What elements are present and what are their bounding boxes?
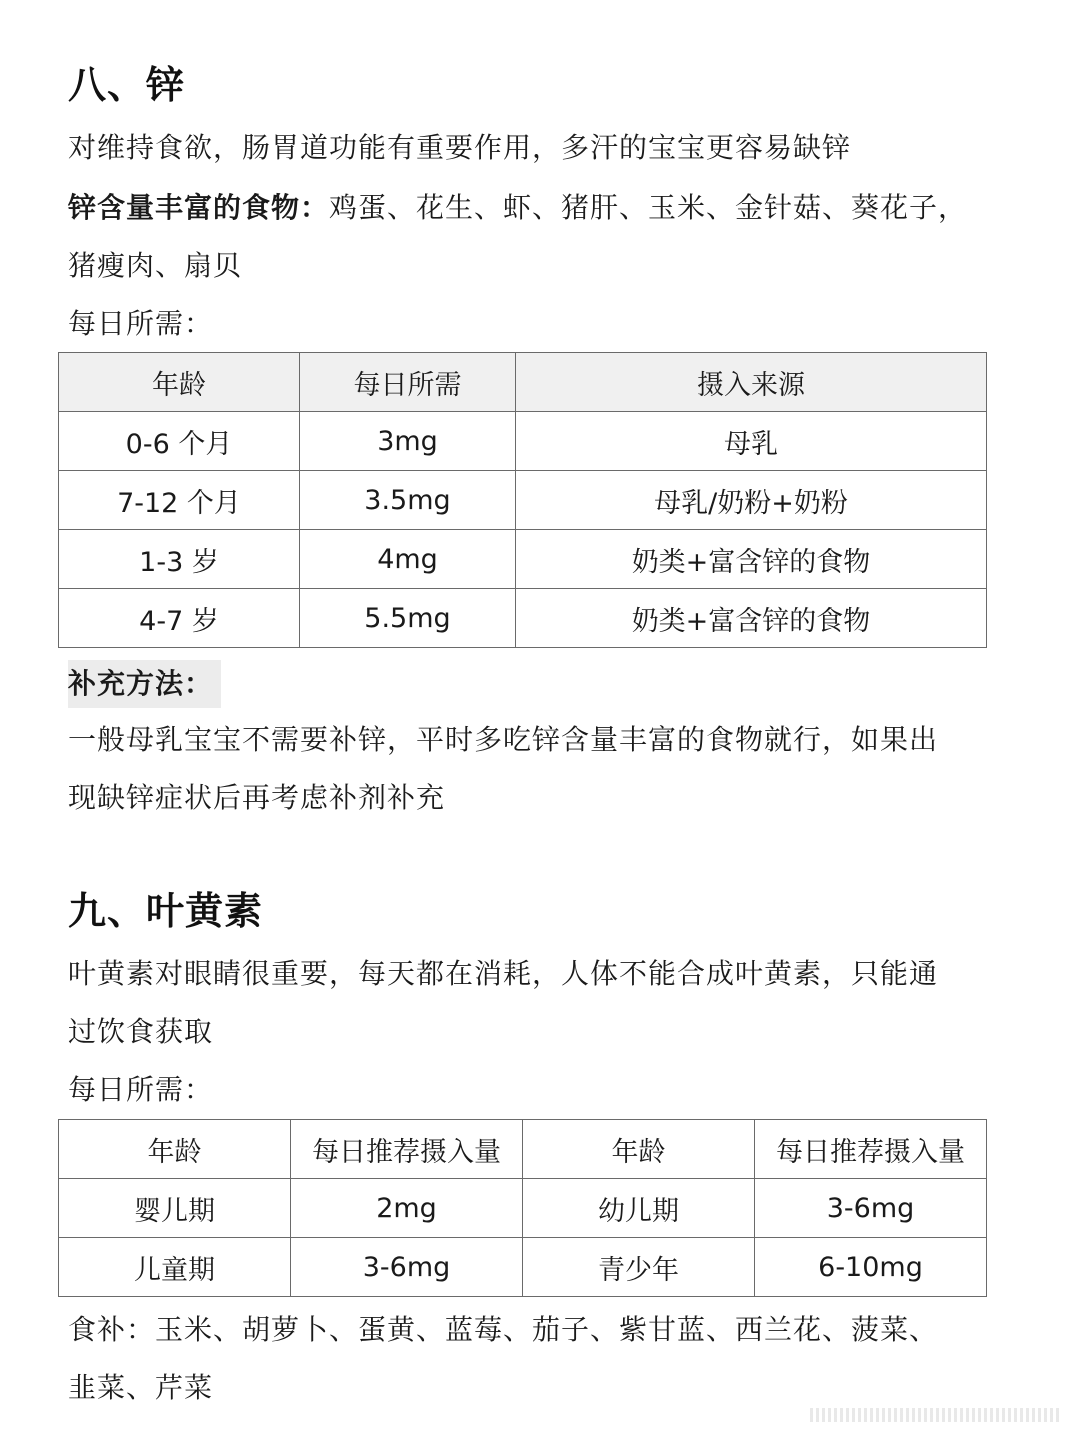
table-row: [59, 1238, 987, 1297]
zinc-method-text-cont: 现缺锌症状后再考虑补剂补充: [68, 781, 446, 814]
lutein-food-text: 食补：玉米、胡萝卜、蛋黄、蓝莓、茄子、紫甘蓝、西兰花、菠菜、: [68, 1313, 939, 1346]
lutein-header-age-2: 年龄: [523, 1120, 755, 1179]
zinc-description: 对维持食欲，肠胃道功能有重要作用，多汗的宝宝更容易缺锌: [68, 131, 852, 164]
zinc-method-text: 一般母乳宝宝不需要补锌，平时多吃锌含量丰富的食物就行，如果出: [68, 723, 939, 756]
table-cell: 婴儿期: [59, 1179, 291, 1238]
lutein-daily-label: 每日所需：: [68, 1073, 214, 1106]
lutein-section-title: 九、叶黄素: [68, 889, 264, 933]
table-cell: 奶类+富含锌的食物: [516, 530, 987, 589]
lutein-header-age: 年龄: [59, 1120, 291, 1179]
table-cell: 3-6mg: [755, 1179, 987, 1238]
zinc-table: [58, 352, 987, 648]
table-cell: 4-7 岁: [59, 589, 300, 648]
table-cell: 幼儿期: [523, 1179, 755, 1238]
lutein-food-text-cont: 韭菜、芹菜: [68, 1371, 214, 1404]
table-cell: 奶类+富含锌的食物: [516, 589, 987, 648]
zinc-foods-list-cont: 猪瘦肉、扇贝: [68, 249, 243, 282]
zinc-header-source: 摄入来源: [516, 353, 987, 412]
table-cell: 4mg: [300, 530, 516, 589]
table-cell: 5.5mg: [300, 589, 516, 648]
table-cell: 母乳: [516, 412, 987, 471]
table-row: [59, 471, 987, 530]
zinc-section-title: 八、锌: [68, 63, 186, 107]
zinc-foods-list: 鸡蛋、花生、虾、猪肝、玉米、金针菇、葵花子，: [329, 191, 968, 224]
lutein-header-intake: 每日推荐摄入量: [291, 1120, 523, 1179]
table-row: [59, 1179, 987, 1238]
table-row: [59, 589, 987, 648]
table-cell: 儿童期: [59, 1238, 291, 1297]
table-cell: 6-10mg: [755, 1238, 987, 1297]
zinc-header-age: 年龄: [59, 353, 300, 412]
table-cell: 3.5mg: [300, 471, 516, 530]
lutein-table-header-row: [59, 1120, 987, 1179]
lutein-description: 叶黄素对眼睛很重要，每天都在消耗，人体不能合成叶黄素，只能通: [68, 957, 939, 990]
lutein-description-cont: 过饮食获取: [68, 1015, 214, 1048]
table-cell: 1-3 岁: [59, 530, 300, 589]
table-cell: 2mg: [291, 1179, 523, 1238]
lutein-table: [58, 1119, 987, 1297]
table-cell: 母乳/奶粉+奶粉: [516, 471, 987, 530]
zinc-table-header-row: [59, 353, 987, 412]
zinc-method-label: 补充方法：: [68, 660, 221, 708]
lutein-header-intake-2: 每日推荐摄入量: [755, 1120, 987, 1179]
table-cell: 7-12 个月: [59, 471, 300, 530]
table-row: [59, 412, 987, 471]
zinc-header-daily: 每日所需: [300, 353, 516, 412]
table-cell: 3mg: [300, 412, 516, 471]
table-row: [59, 530, 987, 589]
table-cell: 0-6 个月: [59, 412, 300, 471]
table-cell: 3-6mg: [291, 1238, 523, 1297]
watermark-strip: [810, 1408, 1060, 1422]
zinc-foods-line: [68, 188, 967, 228]
zinc-daily-label: 每日所需：: [68, 307, 214, 340]
table-cell: 青少年: [523, 1238, 755, 1297]
zinc-foods-label: 锌含量丰富的食物：: [68, 191, 330, 224]
